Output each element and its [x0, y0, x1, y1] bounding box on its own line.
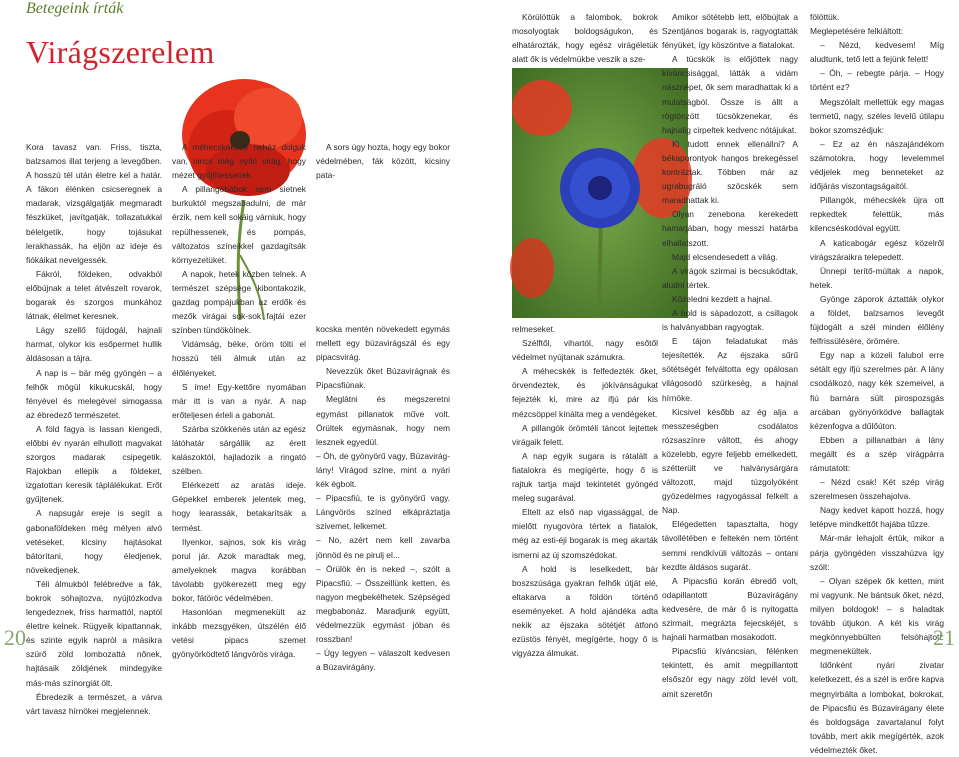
right-column-1-top: [512, 10, 658, 70]
paragraph: Hasonlóan megmenekült az inkább mezsgyéken, útszélén élő vetési pipacs szemet gyönyörködtető lángvörös virága.: [172, 607, 306, 660]
paragraph: Közeledni kezdett a hajnal.: [672, 293, 773, 304]
paragraph: – Nézd, kedvesem! Míg aludtunk, tető lett a fejünk felett!: [810, 40, 944, 65]
paragraph: E tájon feladatukat más tejesítették. Az éjszaka sűrű sötétségét felváltotta egy opálosan világosodó szürkeség, a hajnal hírnöke.: [662, 336, 798, 403]
paragraph: S íme! Egy-kettőre nyomában már itt is van a nyár. A nap erőteljesen érleli a gabonát.: [172, 381, 306, 420]
paragraph: A Pipacsfiú korán ébredő volt, odapillantott Búzavirágány kedvesére, de már ő is nyitogatta szirmait, megrázta fejecskéjét, s hajnali harmatban mosakodott.: [662, 575, 798, 643]
paragraph: A méhecskék is felfedezték őket, örvendeztek, és jókívánságukat fejezték ki, mire az ifjú pár kis mézcsöppel kínálta meg a vendégeket.: [512, 366, 658, 419]
paragraph: – Olyan szépek ők ketten, mint mi vagyunk. Ne bántsuk őket, nézd, milyen boldogok! – s haladtak tovább útjukon. A két kis virág megkönnyebbülten felsóhajtott: megmenekültek.: [810, 575, 944, 657]
paragraph: Amikor sötétebb lett, előbújtak a Szentjános bogarak is, ragyogtatták fényüket, így köszöntve a fiatalokat.: [662, 12, 798, 51]
left-column-1: [26, 140, 162, 716]
paragraph: Meglátni és megszeretni egymást pillanatok műve volt. Örültek egymásnak, hogy nem lesznek egyedül.: [316, 394, 450, 447]
paragraph: A pillangók örömtéli táncot lejtettek virágaik felett.: [512, 422, 658, 447]
paragraph: Nagy kedvet kapott hozzá, hogy letépve mindkettőt hajába tűzze.: [810, 505, 944, 530]
paragraph: Nevezzük őket Búzavirágnak és Pipacsfiúnak.: [316, 366, 450, 391]
page-number-right: 21: [933, 625, 955, 650]
paragraph: Ilyenkor, sajnos, sok kis virág porul jár. Azok maradtak meg, amelyeknek magva korábban távolabb gyökerezett meg egy bokor, fátöröc védelmében.: [172, 536, 306, 603]
section-kicker: Betegeink írták: [26, 0, 124, 17]
left-column-2: [172, 140, 306, 660]
left-column-3: [316, 322, 450, 673]
paragraph: A föld fagya is lassan kiengedi, előbbi év nyarán elhullott magvakat szorgos madarak csipegetik. Rajokban ellepik a földeket, izgatottan keresik táplálékukat. Erőt gyűjtenek.: [26, 423, 162, 505]
paragraph: Szélftől, vihartól, nagy esőtől védelmet nyújtanak számukra.: [512, 338, 658, 363]
paragraph: A napok, hetek közben telnek. A természet szépsége kibontakozik, gazdag pompájukban az erdők és mezők virágai sok-sok fajtái ezer színben tündökölnek.: [172, 268, 306, 336]
paragraph: Szárba szökkenés után az egész látóhatár sárgállik az érett kalászoktól, hajladozik a ringató szélben.: [172, 423, 306, 477]
paragraph: – Óh, – rebegte párja. – Hogy történt ez?: [810, 68, 944, 93]
paragraph: Időnként nyári zivatar keletkezett, és a szél is erőre kapva megnyirbálta a lombokat, bokrokat, de Pipacsfiú és Búzavirágany élete és boldogsága zavartalanul folyt tovább, mert akik megígérték, azok védelmezték őket.: [810, 660, 944, 755]
paragraph: Elégedetten tapasztalta, hogy távollétében e feltekén nem történt semmi rendkívüli változás – ontani kezdte áldásos sugarát.: [662, 519, 798, 572]
paragraph: A méhecskéknek nehéz dolguk van, nincs még nyíló virág, hogy mézet gyűjthessenek.: [172, 142, 306, 181]
paragraph: Majd elcsendesedett a világ.: [672, 251, 778, 262]
paragraph: A pillangóbábok sem sietnek burkuktól megszabadulni, de már érzik, nem kell sokáig várniuk, hogy repülhessenek, és pompás, változatos színeikkel gazdagítsák környezetüket.: [172, 184, 306, 265]
paragraph: – No, azért nem kell zavarba jönnöd és ne pirulj el...: [316, 535, 450, 560]
paragraph: Ki tudott ennek ellenállni? A békaporontyok hangos brekegéssel kontráztak. Többen már az ugrabugráló szöcskék sem maradhattak ki.: [662, 138, 798, 206]
paragraph: A nap is – bár még gyöngén – a felhők mögül kikukucskál, hogy fényével és melegével simogassa az ébredező természetet.: [26, 367, 162, 420]
right-column-1: [512, 322, 658, 659]
paragraph: Pipacsfiú kíváncsian, félénken tekintett, és amit megpillantott elsőször egy nagy zöld levél volt, amit szeretőn: [662, 646, 798, 699]
paragraph: A sors úgy hozta, hogy egy bokor védelmében, fák között, kicsiny pata-: [316, 142, 450, 181]
paragraph: fölöttük.: [810, 12, 840, 22]
right-column-2: [662, 10, 798, 699]
paragraph: Ünnepi terítő-múltak a napok, hetek.: [810, 265, 944, 290]
paragraph: A nap egyik sugara is rátalált a fiatalokra és megígérte, hogy ő is rajtuk tartja majd tekintetét gyöngéd meleg sugarával.: [512, 450, 658, 504]
paragraph: Olyan zenebona kerekedett hamarjában, hogy messzi határba elhallatszott.: [662, 209, 798, 248]
paragraph: Körülöttük a falombok, bokrok mosolyogtak boldogságukon, és elhatározták, hogy egész virágéletük alatt ők is védelmükbe veszik a sze-: [512, 12, 658, 65]
paragraph: Elérkezett az aratás ideje. Gépekkel emberek jelentek meg, hogy learassák, betakarítsák a termést.: [172, 480, 306, 533]
paragraph: Vidámság, béke, öröm tölti el hosszú téli álmuk után az élőlényeket.: [172, 339, 306, 378]
page-number-left: 20: [4, 625, 26, 650]
paragraph: – Úgy legyen – válaszolt kedvesen a Búzavirágány.: [316, 648, 450, 673]
paragraph: Már-már lehajolt értük, mikor a párja gyöngéden visszahúzva így szólt:: [810, 533, 944, 572]
paragraph: Megszólalt mellettük egy magas termetű, nagy, széles levelű útilapu bokor szomszédjuk:: [810, 96, 944, 135]
left-page: [0, 0, 480, 716]
paragraph: A napsugár ereje is segít a gabonaföldeken még mélyen alvó vetéseket, kicsiny hajtásokat bátorítani, hogy éledjenek, növekedjenek.: [26, 508, 162, 575]
paragraph: Ébredezik a természet, a várva várt tavasz hírnökei megjelennek.: [26, 691, 162, 716]
paragraph: – Nézd csak! Két szép virág szerelmesen összehajolva.: [810, 477, 944, 502]
paragraph: A virágok szirmai is becsukódtak, aludni tértek.: [662, 265, 798, 290]
article-title: Virágszerelem: [26, 34, 215, 70]
paragraph: – Ez az én nászajándékom számotokra, hogy levelemmel védjelek meg benneteket az időjárás viszontagságaitól.: [810, 138, 944, 192]
paragraph: – Örülök én is neked –, szólt a Pipacsfiú. – Összeillünk ketten, és nagyon megbekélhetek. Szépséged megbabonáz. Maradjunk együtt, védelmezzük egymást jóban és rosszban!: [316, 563, 450, 645]
paragraph: – Óh, de gyönyörű vagy, Búzaviráglány! Virágod színe, mint a nyári kék égbolt.: [316, 450, 450, 490]
paragraph: Ebben a pillanatban a lány megállt és a szép virágpárra rámutatott:: [810, 434, 944, 473]
paragraph: Meglepetésére felkiáltott:: [810, 26, 904, 37]
right-page: [480, 0, 959, 755]
paragraph: relmeseket.: [512, 324, 556, 334]
paragraph: Kora tavasz van. Friss, tiszta, balzsamos illat terjeng a levegőben. A hosszú tél után életre kel a határ. A fákon élénken csicseregnek a madarak, vizsgálgatják megmaradt fészküket, javítgatják, tollazatukkal bélelgetik, hogy tojásukat lerakhassák, ha eljön az ideje és fiókáikat nevelgessék.: [26, 142, 162, 265]
paragraph: Kicsivel később az ég alja a messzeségben csodálatos rózsaszínre váltott, és ahogy közelebb, egyre feljebb emelkedett, szétterült ve halványsárgára változott, majd túzgolyóként gyözedelmes ragyogással felkelt a Nap.: [662, 406, 798, 516]
paragraph: Pillangók, méhecskék újra ott repkedtek felettük, más kilencséskodóval együtt.: [810, 195, 944, 234]
paragraph: Téli álmukból felébredve a fák, bokrok sóhajtozva, nyújtózkodva lengedeznek, friss harmattól, naptól élettre kelnek. Rügyeik kipattannak, és szinte egyik napról a másikra szürő zöld lombozattá nőnek, hajtásaik zöldjének mindegyike más-más színorgiát ölt.: [26, 578, 162, 688]
paragraph: A hold is sápadozott, a csillagok is halványabban ragyogtak.: [662, 307, 798, 333]
paragraph: Fákról, földeken, odvakból előbújnak a telet átvészelt rovarok, bogarak és szorgos munkához látnak, élelmet keresnek.: [26, 268, 162, 322]
paragraph: A hold is leselkedett, bár boszszúsága gyakran felhők útját elé, eltakarva a földön történő eseményeket. A hold ajándéka adta nekik az éjszaka sötétjét átfonó ezüstös fényét, megígérte, hogy ő is vigyázza álmukat.: [512, 563, 658, 659]
left-column-3-top: [316, 140, 450, 181]
paragraph: Egy nap a közeli falubol erre sétált egy ifjú szerelmes pár. A lány csodálkozó, nagy kék szemeivel, a fiú barnára sült pirospozsgás arcában gyönyörködve ballagtak kézenfogva a dűlőúton.: [810, 350, 944, 431]
paragraph: kocska mentén növekedett egymás mellett egy búzavirágszál és egy pipacsvirág.: [316, 324, 450, 363]
paragraph: A katicabogár egész közelről virágszáraikra telepedett.: [810, 237, 944, 262]
paragraph: – Pipacsfiú, te is gyönyörű vagy. Lángvörös színed elkápráztatja szivemet, lelkemet.: [316, 493, 450, 532]
paragraph: Lágy szellő fújdogál, hajnali harmat, olykor kis esőpermet hullik áldásosan a tájra.: [26, 325, 162, 364]
paragraph: Eltelt az első nap vigassággal, de mielőtt nyugovóra tértek a fiatalok, még az esti-éji bogarak is meg akarták ismerni az új szomszédokat.: [512, 507, 658, 560]
paragraph: Gyönge záporok áztatták olykor a földet, balzsamos levegőt fújdogált a szél minden élőlény felfrissülésére, örömére.: [810, 293, 944, 347]
paragraph: A tücskök is előjöttek nagy kíváncsisággal, látták a vidám násznépet, ők sem maradhattak ki a mulatságból. Össze is állt a rögtönzött tücsökzenekar, és hajnalig cirpeltek kedvenc nótájukat.: [662, 54, 798, 135]
